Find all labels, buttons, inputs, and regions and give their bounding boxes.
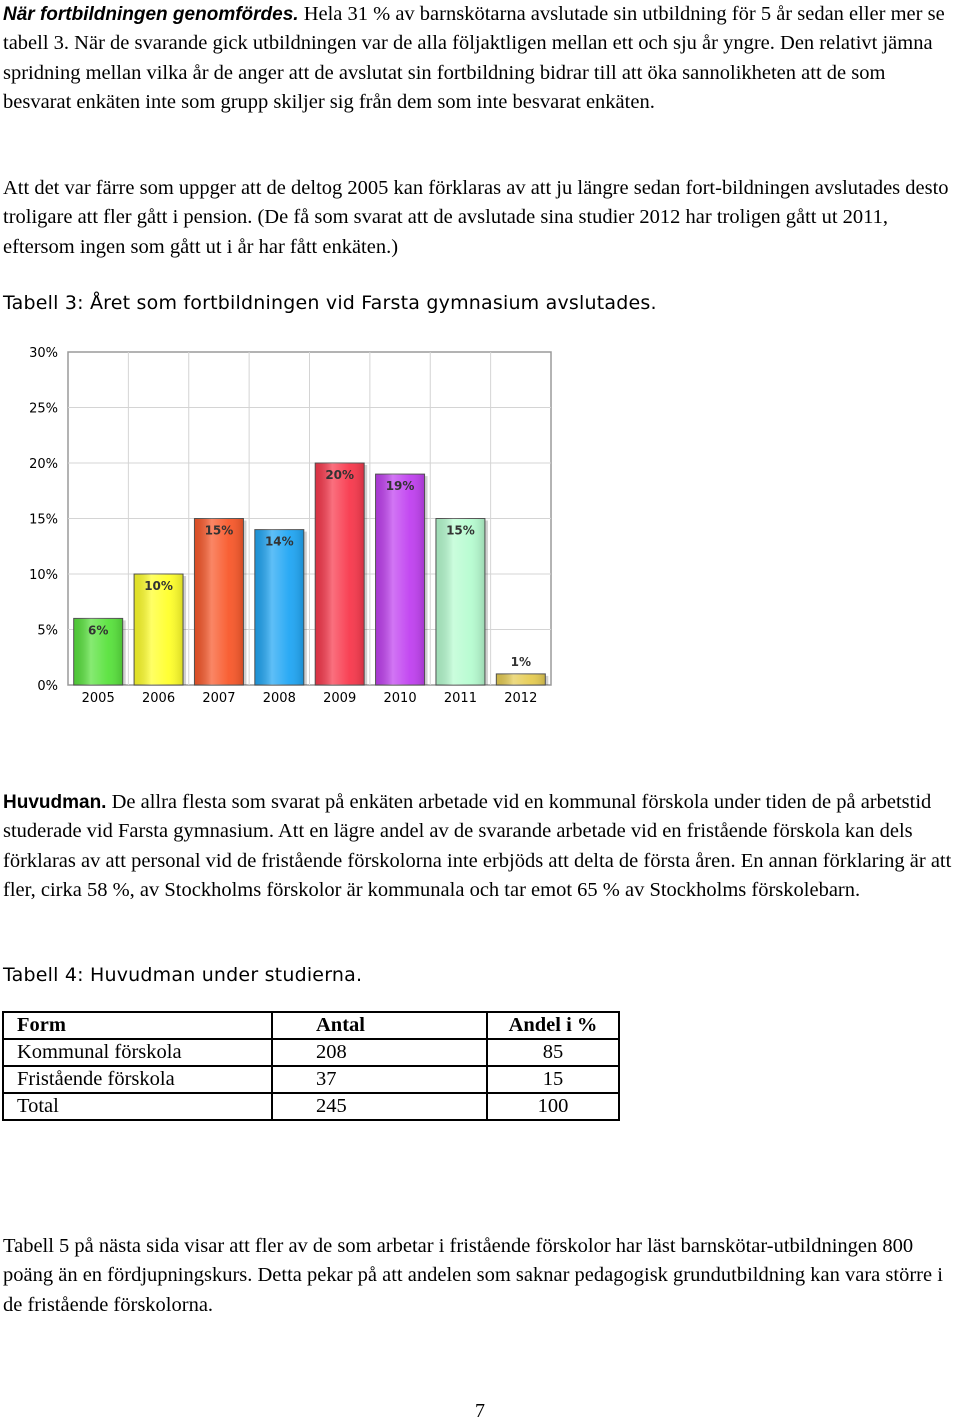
cell-antal: 245 <box>272 1093 487 1120</box>
header-andel: Andel i % <box>487 1012 619 1039</box>
y-tick-label: 25% <box>29 401 58 417</box>
bar-highlight <box>255 530 304 685</box>
bar-highlight <box>436 519 485 686</box>
bar-chart-svg <box>0 340 600 710</box>
x-tick-label: 2006 <box>142 691 176 706</box>
paragraph-huvudman <box>3 788 953 905</box>
completion-year-chart <box>0 340 600 710</box>
x-tick-label: 2012 <box>504 691 538 706</box>
runin-heading: När fortbildningen genomfördes. <box>3 4 299 25</box>
cell-antal: 37 <box>272 1066 487 1093</box>
page-number: 7 <box>475 1400 485 1422</box>
paragraph-text: Att det var färre som uppger att de deltog 2005 kan förklaras av att ju längre sedan fort-bildningen avslutades desto troligare att fler gått i pension. (De få som svarat att de avslutade sina studier 2012 har troligen gått ut 2011, eftersom ingen som gått ut i år har fått enkäten.) <box>3 177 949 258</box>
cell-form: Kommunal förskola <box>3 1039 272 1066</box>
x-tick-label: 2011 <box>443 691 477 706</box>
table-row <box>3 1039 619 1066</box>
header-form: Form <box>3 1012 272 1039</box>
cell-andel: 85 <box>487 1039 619 1066</box>
bar-data-label: 15% <box>204 523 234 538</box>
table-row <box>3 1093 619 1120</box>
bar-highlight <box>315 463 364 685</box>
paragraph-completion <box>3 0 953 117</box>
bar-data-label: 14% <box>264 534 294 549</box>
table3-caption: Tabell 3: Året som fortbildningen vid Farsta gymnasium avslutades. <box>3 292 657 314</box>
y-tick-label: 10% <box>29 568 58 583</box>
bar-highlight <box>376 474 425 685</box>
bar-data-label: 19% <box>385 479 415 494</box>
runin-heading: Huvudman. <box>3 792 107 813</box>
paragraph-text: De allra flesta som svarat på enkäten arbetade vid en kommunal förskola under tiden de på arbetstid studerade vid Farsta gymnasium. Att en lägre andel av de svarande arbetade vid en fristående förskola kan dels förklaras av att personal vid de fristående förskolorna inte erbjöds att delta de första åren. En annan förklaring är att fler, cirka 58 %, av Stockholms förskolor är kommunala och tar emot 65 % av Stockholms förskolebarn. <box>3 791 952 901</box>
table-header-row <box>3 1012 619 1039</box>
cell-form: Fristående förskola <box>3 1066 272 1093</box>
cell-antal: 208 <box>272 1039 487 1066</box>
paragraph-text: Tabell 5 på nästa sida visar att fler av de som arbetar i fristående förskolor har läst barnskötar-utbildningen 800 poäng än en fördjupningskurs. Detta pekar på att andelen som saknar pedagogisk grundutbildning kan vara större i de fristående förskolorna. <box>3 1235 943 1316</box>
bar-data-label: 6% <box>88 623 109 638</box>
y-tick-label: 5% <box>37 623 58 639</box>
paragraph-table5 <box>3 1232 953 1320</box>
x-tick-label: 2010 <box>383 691 417 706</box>
y-tick-label: 0% <box>37 679 58 694</box>
paragraph-pension <box>3 174 953 262</box>
table-row <box>3 1066 619 1093</box>
bar-data-label: 15% <box>446 523 475 538</box>
cell-form: Total <box>3 1093 272 1120</box>
paragraph-text: Hela 31 % av barnskötarna avslutade sin utbildning för 5 år sedan eller mer se tabell 3. När de svarande gick utbildningen var de alla följaktligen mellan ett och sju år yngre. Den relativt jämna spridning mellan vilka år de anger att de avslutat sin fortbildning bidrar till att öka sannolikheten att de som besvarat enkäten inte som grupp skiljer sig från dem som inte besvarat enkäten. <box>3 3 945 113</box>
y-tick-label: 30% <box>29 346 58 361</box>
huvudman-table <box>2 1011 620 1121</box>
cell-andel: 100 <box>487 1093 619 1120</box>
x-tick-label: 2009 <box>323 691 357 706</box>
bar-data-label: 10% <box>144 579 173 593</box>
table4-caption: Tabell 4: Huvudman under studierna. <box>3 964 363 986</box>
bar-data-label: 1% <box>510 654 531 669</box>
bar-highlight <box>496 674 545 685</box>
bar-data-label: 20% <box>325 468 355 482</box>
x-tick-label: 2008 <box>262 691 296 706</box>
y-tick-label: 15% <box>29 512 58 528</box>
header-antal: Antal <box>272 1012 487 1039</box>
cell-andel: 15 <box>487 1066 619 1093</box>
x-tick-label: 2005 <box>81 691 115 706</box>
bar-highlight <box>194 519 243 686</box>
x-tick-label: 2007 <box>202 691 236 706</box>
y-tick-label: 20% <box>29 457 58 472</box>
